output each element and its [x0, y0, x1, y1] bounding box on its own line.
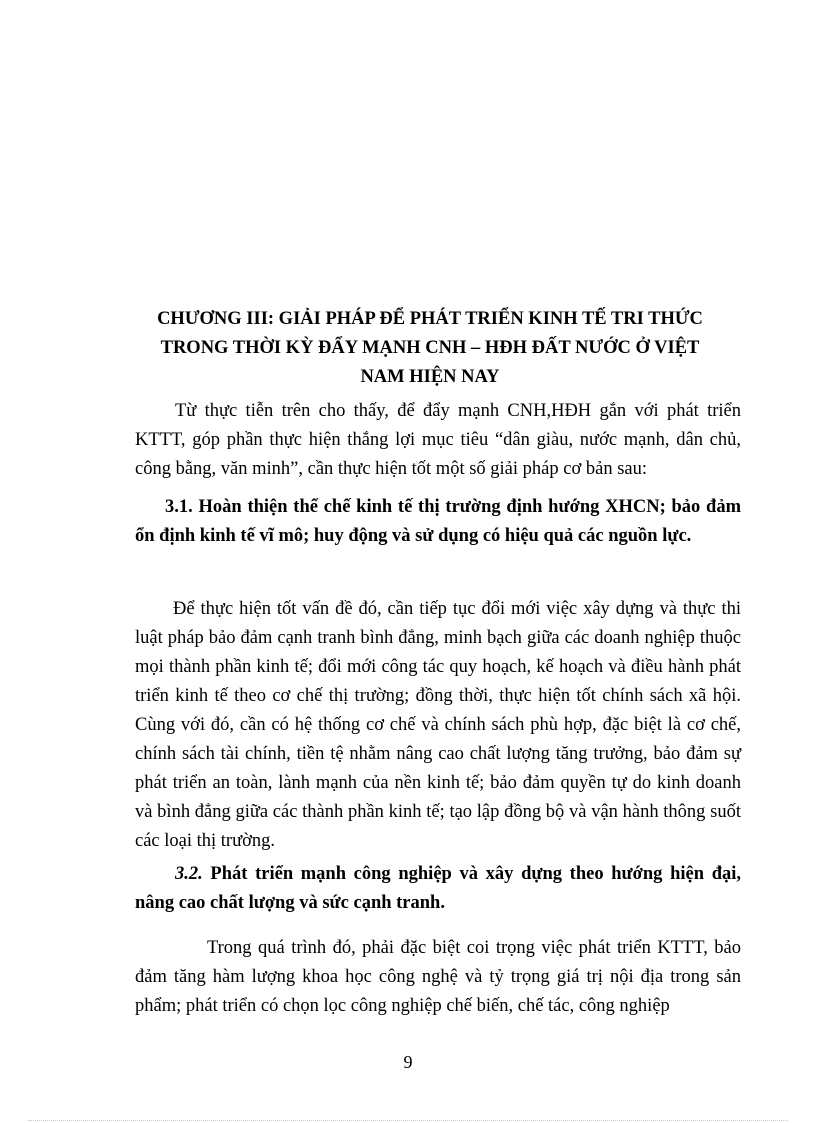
chapter-title-line-2: TRONG THỜI KỲ ĐẨY MẠNH CNH – HĐH ĐẤT NƯỚC Ở VIỆT: [160, 338, 700, 358]
section-3-1-heading: 3.1. Hoàn thiện thể chế kinh tế thị trường định hướng XHCN; bảo đảm ổn định kinh tế vĩ mô; huy động và sử dụng có hiệu quả các nguồn lực.: [135, 497, 741, 546]
section-3-2-heading: [135, 860, 741, 918]
section-3-2-title: Phát triển mạnh công nghiệp và xây dựng theo hướng hiện đại, nâng cao chất lượng và sức cạnh tranh.: [135, 864, 741, 913]
section-3-2-body: Trong quá trình đó, phải đặc biệt coi trọng việc phát triển KTTT, bảo đảm tăng hàm lượng khoa học công nghệ và tỷ trọng giá trị nội địa trong sản phẩm; phát triển có chọn lọc công nghiệp chế biến, chế tác, công nghiệp: [135, 938, 741, 1016]
page-bottom-divider: [28, 1120, 788, 1121]
section-3-1-body: Để thực hiện tốt vấn đề đó, cần tiếp tục đổi mới việc xây dựng và thực thi luật pháp bảo đảm cạnh tranh bình đẳng, minh bạch giữa các doanh nghiệp thuộc mọi thành phần kinh tế; đổi mới công tác quy hoạch, kế hoạch và điều hành phát triển kinh tế theo cơ chế thị trường; đồng thời, thực hiện tốt chính sách xã hội. Cùng với đó, cần có hệ thống cơ chế và chính sách phù hợp, đặc biệt là cơ chế, chính sách tài chính, tiền tệ nhằm nâng cao chất lượng tăng trưởng, bảo đảm sự phát triển an toàn, lành mạnh của nền kinh tế; bảo đảm quyền tự do kinh doanh và bình đẳng giữa các thành phần kinh tế; tạo lập đồng bộ và vận hành thông suốt các loại thị trường.: [135, 599, 741, 851]
chapter-title-line-1: CHƯƠNG III: GIẢI PHÁP ĐỂ PHÁT TRIỂN KINH TẾ TRI THỨC: [157, 309, 703, 329]
page-number: 9: [403, 1052, 413, 1072]
chapter-title-line-3: NAM HIỆN NAY: [360, 367, 500, 387]
chapter-title: [120, 305, 740, 392]
section-3-2-number: 3.2.: [175, 864, 203, 884]
intro-paragraph: Từ thực tiễn trên cho thấy, để đẩy mạnh CNH,HĐH gắn với phát triển KTTT, góp phần thực hiện thắng lợi mục tiêu “dân giàu, nước mạnh, dân chủ, công bằng, văn minh”, cần thực hiện tốt một số giải pháp cơ bản sau:: [135, 401, 741, 479]
